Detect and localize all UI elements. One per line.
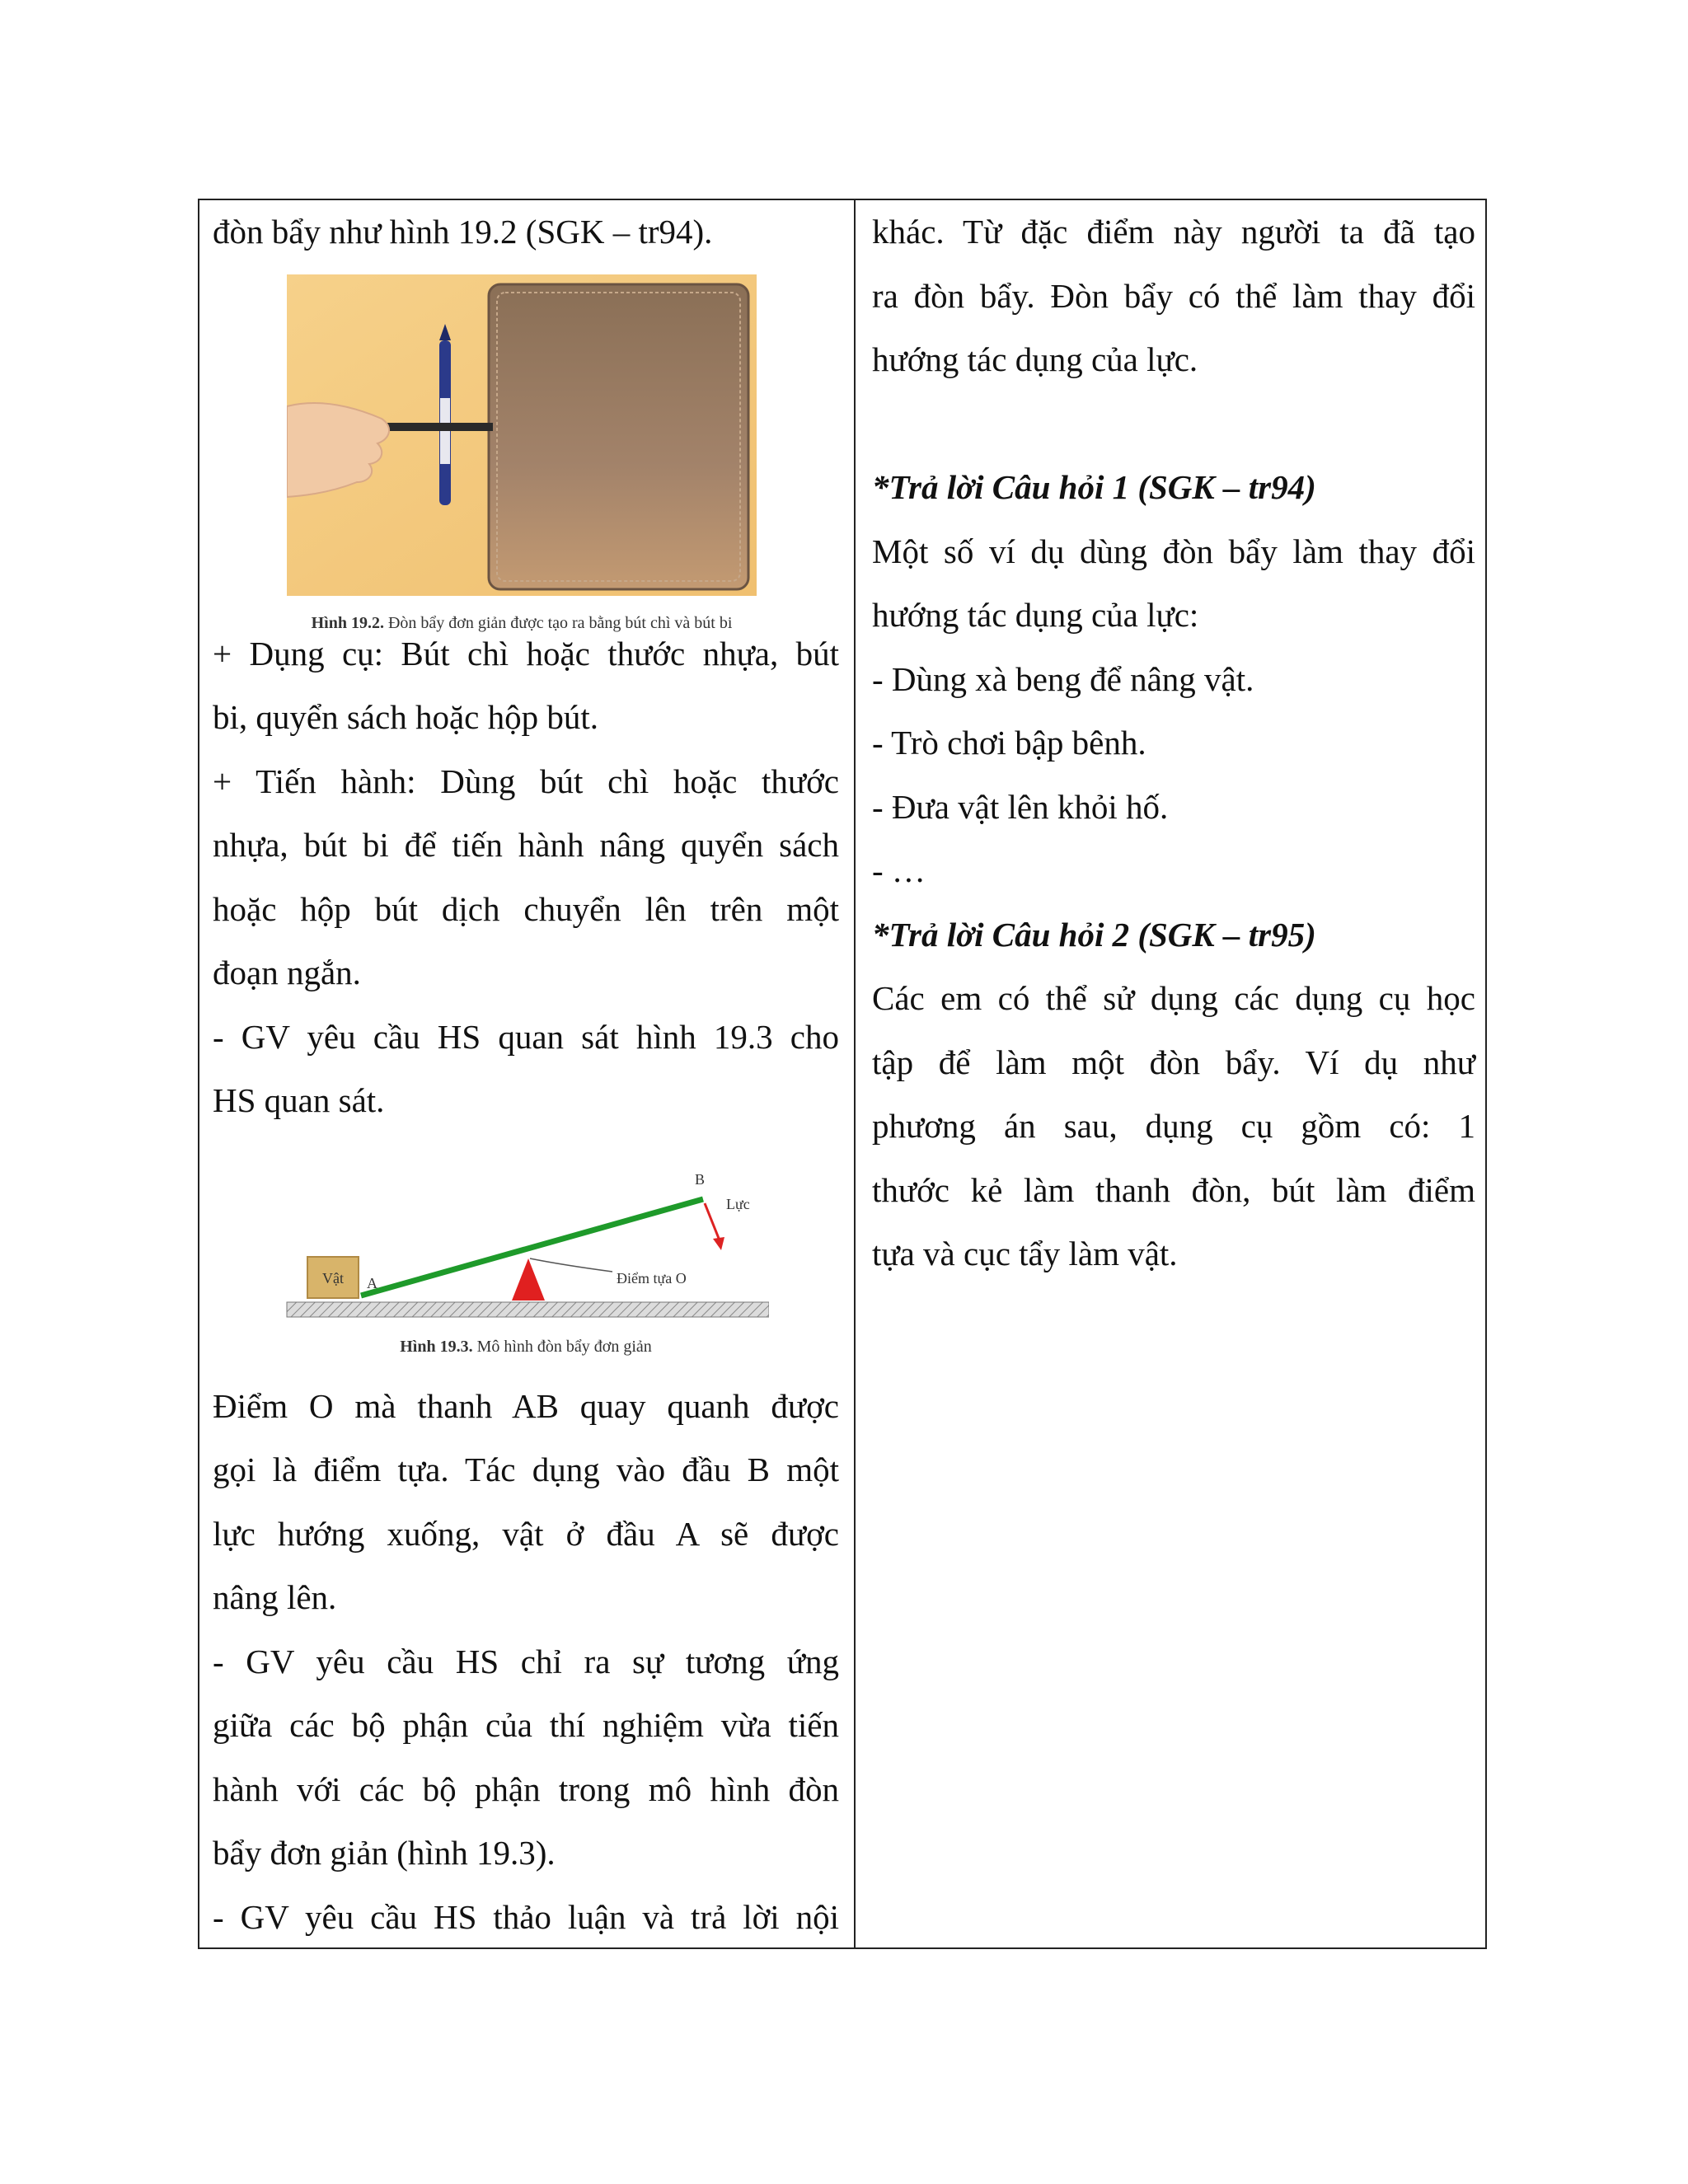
- text-line: bẩy đơn giản (hình 19.3).: [213, 1834, 556, 1872]
- fulcrum-triangle: [512, 1258, 545, 1301]
- object-label: Vật: [322, 1269, 344, 1286]
- text-line: giữa các bộ phận của thí nghiệm vừa tiến: [213, 1706, 839, 1744]
- text-line: hoặc hộp bút dịch chuyển lên trên một: [213, 889, 839, 928]
- right-column: [872, 200, 1475, 1286]
- left-paragraph-2: [213, 1375, 839, 1950]
- text-line: Một số ví dụ dùng đòn bẩy làm thay đổi: [872, 532, 1475, 570]
- text-line: tựa và cục tẩy làm vật.: [872, 1235, 1178, 1272]
- text-line: lực hướng xuống, vật ở đầu A sẽ được: [213, 1514, 839, 1553]
- figure-19-2-caption-text: Đòn bẩy đơn giản được tạo ra bằng bút chì và bút bi: [387, 613, 733, 632]
- figure-19-2-caption: [287, 612, 757, 635]
- question-1-heading: *Trả lời Câu hỏi 1 (SGK – tr94): [872, 468, 1316, 506]
- text-line: nâng lên.: [213, 1578, 337, 1616]
- figure-19-2-caption-label: Hình 19.2.: [311, 613, 384, 632]
- text-line: Các em có thể sử dụng các dụng cụ học: [872, 979, 1475, 1017]
- pencil-pen-book-photo: [287, 274, 757, 596]
- text-line: phương án sau, dụng cụ gồm có: 1: [872, 1107, 1475, 1145]
- text-line: bi, quyển sách hoặc hộp bút.: [213, 698, 598, 736]
- text-line: - Dùng xà beng để nâng vật.: [872, 659, 1254, 698]
- left-column: [213, 200, 839, 1949]
- text-line: ra đòn bẩy. Đòn bẩy có thể làm thay đổi: [872, 276, 1475, 315]
- lever-diagram: [283, 1166, 769, 1331]
- figure-19-2: [287, 274, 757, 632]
- text-line: - …: [872, 851, 926, 889]
- point-a-label: A: [367, 1274, 377, 1291]
- force-arrow-icon: [713, 1237, 724, 1250]
- text-line: - Trò chơi bập bênh.: [872, 724, 1146, 762]
- text-line: - Đưa vật lên khỏi hố.: [872, 787, 1169, 826]
- figure-19-3-caption: [283, 1335, 769, 1358]
- force-label: Lực: [726, 1195, 750, 1212]
- text-line: hướng tác dụng của lực.: [872, 340, 1198, 378]
- text-line: - GV yêu cầu HS chỉ ra sự tương ứng: [213, 1642, 839, 1680]
- content-table: [198, 199, 1487, 1949]
- left-paragraph-1: [213, 622, 839, 1133]
- text-line: thước kẻ làm thanh đòn, bút làm điểm: [872, 1170, 1475, 1209]
- figure-19-3: [283, 1166, 769, 1358]
- text-line: gọi là điểm tựa. Tác dụng vào đầu B một: [213, 1451, 839, 1488]
- intro-line: đòn bẩy như hình 19.2 (SGK – tr94).: [213, 213, 713, 251]
- text-line: hành với các bộ phận trong mô hình đòn: [213, 1769, 839, 1808]
- pivot-label: Điểm tựa O: [617, 1269, 687, 1286]
- question-2-heading: *Trả lời Câu hỏi 2 (SGK – tr95): [872, 915, 1316, 954]
- text-line: Điểm O mà thanh AB quay quanh được: [213, 1386, 839, 1425]
- point-b-label: B: [695, 1170, 706, 1188]
- text-line: đoạn ngắn.: [213, 954, 361, 991]
- column-divider: [854, 200, 856, 1947]
- text-line: + Dụng cụ: Bút chì hoặc thước nhựa, bút: [213, 634, 839, 673]
- text-line: - GV yêu cầu HS thảo luận và trả lời nội: [213, 1897, 839, 1936]
- text-line: HS quan sát.: [213, 1081, 385, 1119]
- text-line: tập để làm một đòn bẩy. Ví dụ như: [872, 1043, 1475, 1081]
- figure-19-3-caption-text: Mô hình đòn bẩy đơn giản: [476, 1337, 652, 1356]
- blank-line: [872, 392, 1475, 457]
- text-line: hướng tác dụng của lực:: [872, 596, 1199, 634]
- text-line: nhựa, bút bi để tiến hành nâng quyển sách: [213, 826, 839, 864]
- text-line: khác. Từ đặc điểm này người ta đã tạo: [872, 213, 1475, 251]
- text-line: + Tiến hành: Dùng bút chì hoặc thước: [213, 762, 839, 800]
- text-line: - GV yêu cầu HS quan sát hình 19.3 cho: [213, 1017, 839, 1056]
- figure-19-3-caption-label: Hình 19.3.: [400, 1337, 473, 1356]
